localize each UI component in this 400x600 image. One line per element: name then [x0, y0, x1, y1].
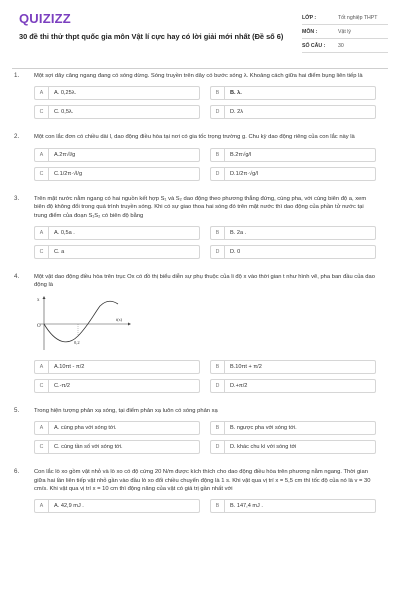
- t-axis-label: t(s): [116, 316, 122, 322]
- option-letter: B: [211, 227, 225, 239]
- option-letter: B: [211, 149, 225, 161]
- option-a[interactable]: [34, 421, 200, 435]
- option-letter: B: [211, 361, 225, 373]
- option-a[interactable]: [34, 360, 200, 374]
- option-letter: C: [35, 441, 49, 453]
- question-3: [0, 195, 400, 259]
- question-2: [0, 133, 400, 180]
- option-c[interactable]: [34, 379, 200, 393]
- option-text: B.2π√g/l: [230, 151, 252, 158]
- option-letter: B: [211, 87, 225, 99]
- option-d[interactable]: [210, 245, 376, 259]
- option-letter: B: [211, 422, 225, 434]
- option-letter: D: [211, 246, 225, 258]
- meta-row-subject: [302, 25, 388, 39]
- option-letter: A: [35, 361, 49, 373]
- quizizz-logo[interactable]: QUIZIZZ: [19, 11, 71, 26]
- option-c[interactable]: [34, 245, 200, 259]
- options: [34, 421, 376, 454]
- option-d[interactable]: [210, 105, 376, 119]
- header: [0, 0, 400, 64]
- option-text: A. 0,5a .: [54, 230, 75, 237]
- question-text: Con lắc lò xo gồm vật nhỏ và lò xo có độ cứng 20 N/m được kích thích cho dao động điều hòa trên phương nằm ngang. Thời gian giữa hai lần liên tiếp vật nhỏ gần vào đầu lò xo đổi chiều chuyển động là 1 s. Khi vật qua vị trí x = 5,5 cm thì tốc độ của nó là v = 30 cm/s. Khi vật qua vị trí x = 10 cm thì động năng của vật có giá trị gần nhất với: [34, 469, 371, 493]
- option-text: C.-π/2: [54, 382, 70, 389]
- question-text: Một sợi dây căng ngang đang có sóng dừng. Sóng truyền trên dây có bước sóng λ. Khoảng cách giữa hai điểm bụng liên tiếp là: [34, 73, 363, 79]
- option-text: B. ngược pha với sóng tới.: [230, 425, 297, 432]
- option-letter: D: [211, 106, 225, 118]
- option-text: D.+π/2: [230, 382, 248, 389]
- t-axis-arrow: [128, 322, 131, 325]
- option-text: A. cùng pha với sóng tới.: [54, 425, 117, 432]
- question-number: 2.: [14, 133, 20, 141]
- meta-row-count: [302, 39, 388, 53]
- question-text: Một con lắc đơn có chiều dài l, dao động điều hòa tại nơi có gia tốc trọng trường g. Chu kỳ dao động riêng của con lắc này là: [34, 134, 355, 141]
- option-text: A. 42,9 mJ .: [54, 503, 84, 510]
- header-divider: [12, 68, 388, 69]
- displacement-curve: [44, 301, 118, 342]
- meta-table: [302, 11, 388, 53]
- option-text: B. λ.: [230, 90, 242, 97]
- option-text: A.2π√l/g: [54, 151, 76, 158]
- meta-value: Vật lý: [338, 29, 351, 35]
- tick-label: 0,2: [74, 339, 80, 345]
- question-1: [0, 72, 400, 119]
- option-letter: D: [211, 168, 225, 180]
- question-5: [0, 407, 400, 454]
- question-number: 3.: [14, 194, 20, 202]
- option-text: B. 2a .: [230, 230, 247, 237]
- question-number: 4.: [14, 273, 20, 281]
- option-a[interactable]: [34, 499, 200, 513]
- options: [34, 499, 376, 513]
- x-axis-arrow: [43, 296, 46, 299]
- option-text: D. khác chu kì với sóng tới: [230, 444, 297, 451]
- meta-key: SỐ CÂU :: [302, 43, 326, 49]
- meta-value: Tốt nghiệp THPT: [338, 15, 378, 21]
- displacement-time-graph: [34, 294, 134, 354]
- question-text: Trên mặt nước nằm ngang có hai nguồn kết hợp S₁ và S₂ dao động theo phương thẳng đứng, cùng pha, với cùng biên độ a, xem biên độ không đổi trong quá trình truyền sóng. Khi có sự giao thoa hai sóng đó trên mặt nước thì dao động của phần tử nước tại trung điểm của đoạn S₁S₂ có biên độ bằng: [34, 195, 367, 219]
- question-text: Trong hiện tượng phản xạ sóng, tại điểm phản xạ luôn có sóng phản xạ: [34, 407, 218, 414]
- options: [34, 226, 376, 259]
- option-a[interactable]: [34, 148, 200, 162]
- meta-key: MÔN :: [302, 29, 318, 35]
- option-text: D.1/2π·√g/l: [230, 170, 259, 177]
- option-b[interactable]: [210, 226, 376, 240]
- option-letter: C: [35, 168, 49, 180]
- graph-svg: [34, 294, 134, 354]
- option-c[interactable]: [34, 105, 200, 119]
- option-text: C. cùng tần số với sóng tới.: [54, 444, 123, 451]
- option-letter: C: [35, 380, 49, 392]
- option-b[interactable]: [210, 421, 376, 435]
- option-text: C.1/2π·√l/g: [54, 170, 83, 177]
- option-letter: A: [35, 227, 49, 239]
- options: [34, 148, 376, 181]
- document-title: 30 đề thi thử thpt quốc gia môn Vật lí cực hay có lời giải mới nhất (Đề số 6): [19, 32, 284, 41]
- option-letter: A: [35, 500, 49, 512]
- origin-label: O: [37, 323, 41, 329]
- question-number: 6.: [14, 468, 20, 476]
- meta-key: LỚP :: [302, 15, 317, 21]
- option-a[interactable]: [34, 226, 200, 240]
- option-c[interactable]: [34, 440, 200, 454]
- option-a[interactable]: [34, 86, 200, 100]
- option-text: A.10πt - π/2: [54, 363, 85, 370]
- option-text: D. 0: [230, 249, 241, 256]
- option-text: B. 147,4 mJ .: [230, 503, 263, 510]
- option-letter: A: [35, 87, 49, 99]
- option-d[interactable]: [210, 440, 376, 454]
- option-c[interactable]: [34, 167, 200, 181]
- question-4: [0, 273, 400, 393]
- x-axis-label: x: [37, 297, 40, 303]
- option-letter: D: [211, 441, 225, 453]
- option-d[interactable]: [210, 167, 376, 181]
- option-b[interactable]: [210, 499, 376, 513]
- option-letter: A: [35, 422, 49, 434]
- option-d[interactable]: [210, 379, 376, 393]
- option-text: C. a: [54, 249, 65, 256]
- option-b[interactable]: [210, 86, 376, 100]
- option-text: C. 0,5λ.: [54, 109, 74, 116]
- options: [34, 360, 376, 393]
- options: [34, 86, 376, 119]
- option-letter: C: [35, 246, 49, 258]
- option-letter: D: [211, 380, 225, 392]
- option-b[interactable]: [210, 148, 376, 162]
- option-letter: B: [211, 500, 225, 512]
- option-text: B.10πt + π/2: [230, 363, 262, 370]
- question-list: [0, 72, 400, 527]
- meta-value: 30: [338, 43, 344, 49]
- option-b[interactable]: [210, 360, 376, 374]
- question-number: 1.: [14, 72, 20, 79]
- option-text: A. 0,25λ.: [54, 90, 77, 97]
- question-6: [0, 468, 400, 513]
- option-text: D. 2λ: [230, 109, 244, 116]
- option-letter: A: [35, 149, 49, 161]
- meta-row-class: [302, 11, 388, 25]
- question-number: 5.: [14, 406, 20, 414]
- question-text: Một vật dao động điều hòa trên trục Ox có đồ thị biểu diễn sự phụ thuộc của li độ x vào thời gian t như hình vẽ, pha ban đầu của dao động là: [34, 274, 375, 289]
- option-letter: C: [35, 106, 49, 118]
